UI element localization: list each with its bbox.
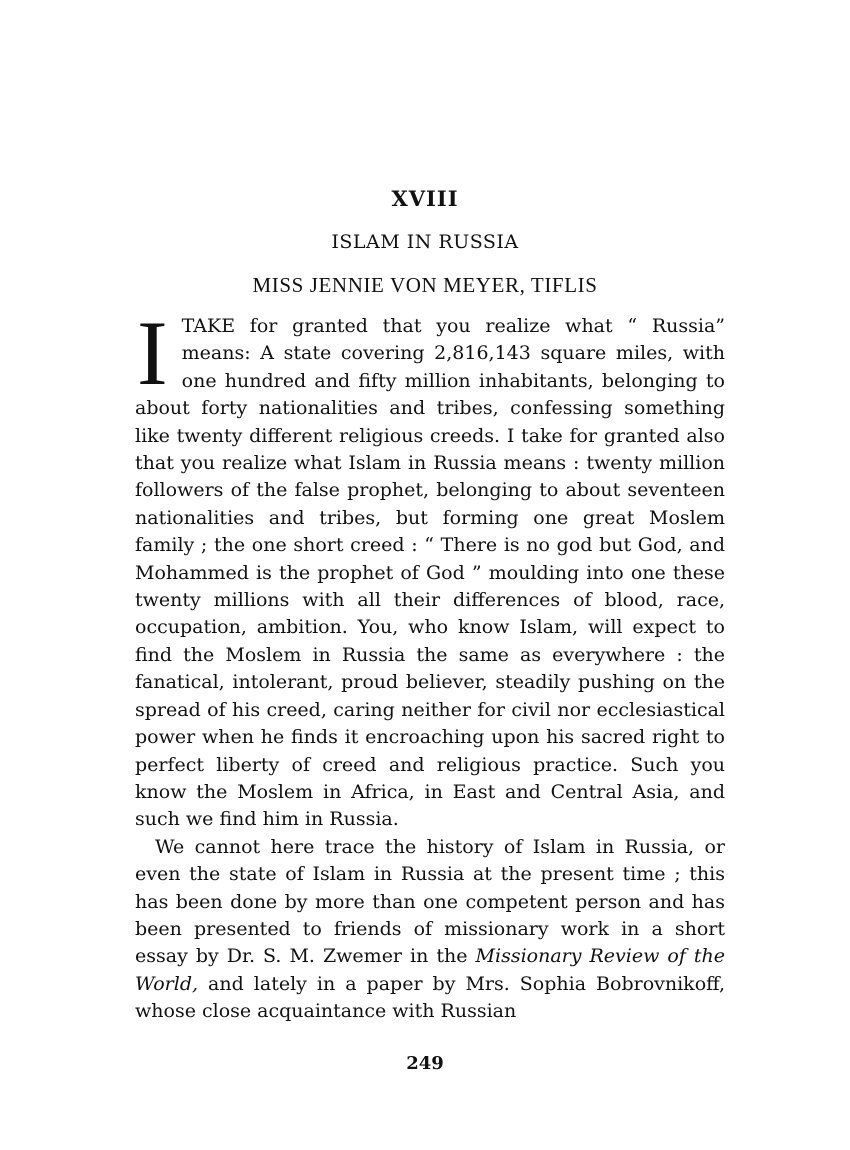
author-byline: MISS JENNIE VON MEYER, TIFLIS xyxy=(252,273,598,297)
paragraph-2 xyxy=(135,834,725,1026)
paragraph-1-text: TAKE for granted that you realize what “ Russia” means: A state covering 2,816,143 square miles, with one hundred and fifty million inhabitants, belonging to about forty nationalities and tribes, confessing something like twenty different religious creeds. I take for granted also that you realize what Islam in Russia means : twenty million followers of the false prophet, belonging to about seventeen nationalities and tribes, but forming one great Moslem family ; the one short creed : “ There is no god but God, and Mohammed is the prophet of God ” moulding into one these twenty millions with all their differences of blood, race, occupation, ambition. You, who know Islam, will expect to find the Moslem in Russia the same as everywhere : the fanatical, intolerant, proud believer, steadily pushing on the spread of his creed, caring neither for civil nor ecclesiastical power when he finds it encroaching upon his sacred right to perfect liberty of creed and religious practice. Such you know the Moslem in Africa, in East and Central Asia, and such we find him in Russia. xyxy=(135,315,725,831)
chapter-title: ISLAM IN RUSSIA xyxy=(331,231,519,253)
publication-title: Missionary Review of the World, xyxy=(135,945,725,995)
page-number: 249 xyxy=(406,1053,444,1074)
paragraph-2-text-start: We cannot here trace the history of Islam in Russia, or even the state of Islam in Russia at the present time ; this has been done by more than one competent person and has been presented to friends of missionary work in a short essay by Dr. S. M. Zwemer in the xyxy=(135,835,725,968)
paragraph-1 xyxy=(135,302,725,834)
paragraph-2-text-end: and lately in a paper by Mrs. Sophia Bobrovnikoff, whose close acquaintance with Russian xyxy=(135,972,725,1023)
body-text xyxy=(135,302,725,1026)
chapter-number: XVIII xyxy=(391,186,459,211)
drop-cap: I xyxy=(137,302,168,404)
